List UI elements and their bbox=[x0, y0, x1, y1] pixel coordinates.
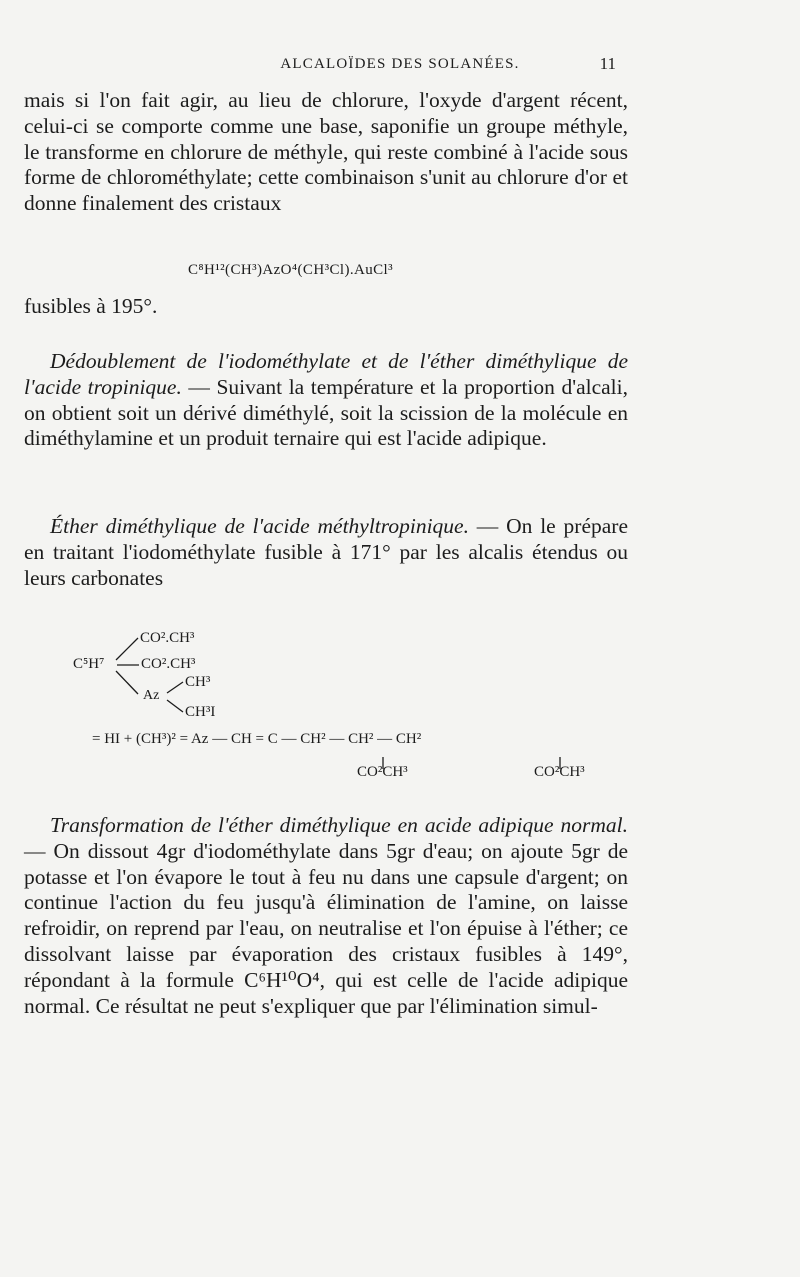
paragraph-2-body: — Suivant la température et la proportion d'alcali, on obtient soit un dérivé diméthylé, soit la scission de la molécule en diméthylamine et un produit ternaire qui est l'acide adipique. bbox=[24, 374, 628, 451]
paragraph-4-title: Transformation de l'éther diméthylique en acide adipique normal. bbox=[50, 813, 628, 837]
paragraph-3-body: — On le prépare en traitant l'iodométhylate fusible à 171° par les alcalis étendus ou leurs carbonates bbox=[24, 514, 628, 590]
scheme-substituent-right: CO²CH³ bbox=[534, 764, 585, 780]
paragraph-1-text: mais si l'on fait agir, au lieu de chlorure, l'oxyde d'argent récent, celui-ci se comporte comme une base, saponifie un groupe méthyle, le transforme en chlorure de méthyle, qui reste combiné à l'acide sous forme de chlorométhylate; cette combinaison s'unit au chlorure d'or et donne finalement des cristaux bbox=[24, 88, 628, 216]
scheme-equation: = HI + (CH³)² = Az — CH = C — CH² — CH² — CH² bbox=[92, 731, 422, 747]
formula-chloroaurate: C⁸H¹²(CH³)AzO⁴(CH³Cl).AuCl³ bbox=[188, 262, 393, 278]
scheme-substituent-left: CO²CH³ bbox=[357, 764, 408, 780]
scheme-az-ch3i: CH³I bbox=[185, 704, 216, 720]
paragraph-2-title: Dédoublement de l'iodométhylate et de l'éther diméthylique de l'acide tropinique. bbox=[24, 349, 628, 399]
paragraph-3-title: Éther diméthylique de l'acide méthyltropinique. bbox=[50, 514, 469, 538]
scheme-top-ester: CO².CH³ bbox=[140, 630, 195, 646]
scheme-az: Az bbox=[143, 688, 160, 703]
page-number: 11 bbox=[599, 54, 616, 73]
scheme-mid-ester: CO².CH³ bbox=[141, 656, 196, 672]
paragraph-4-body: — On dissout 4gr d'iodométhylate dans 5gr d'eau; on ajoute 5gr de potasse et l'on évapore le tout à feu nu dans une capsule d'argent; on continue l'action du feu jusqu'à élimination de l'amine, on laisse refroidir, on reprend par l'eau, on neutralise et l'on épuise à l'éther; ce dissolvant laisse par évaporation des cristaux fusibles à 149°, répondant à la formule C⁶H¹⁰O⁴, qui est celle de l'acide adipique normal. Ce résultat ne peut s'expliquer que par l'élimination simul- bbox=[24, 838, 628, 1018]
paragraph-4 bbox=[24, 813, 628, 1019]
scheme-left-group: C⁵H⁷ bbox=[73, 656, 105, 672]
scheme-az-ch3: CH³ bbox=[185, 674, 211, 690]
paragraph-4-text bbox=[24, 813, 628, 1019]
running-title: ALCALOÏDES DES SOLANÉES. bbox=[280, 56, 520, 72]
paragraph-1-end-text: fusibles à 195°. bbox=[24, 294, 158, 318]
